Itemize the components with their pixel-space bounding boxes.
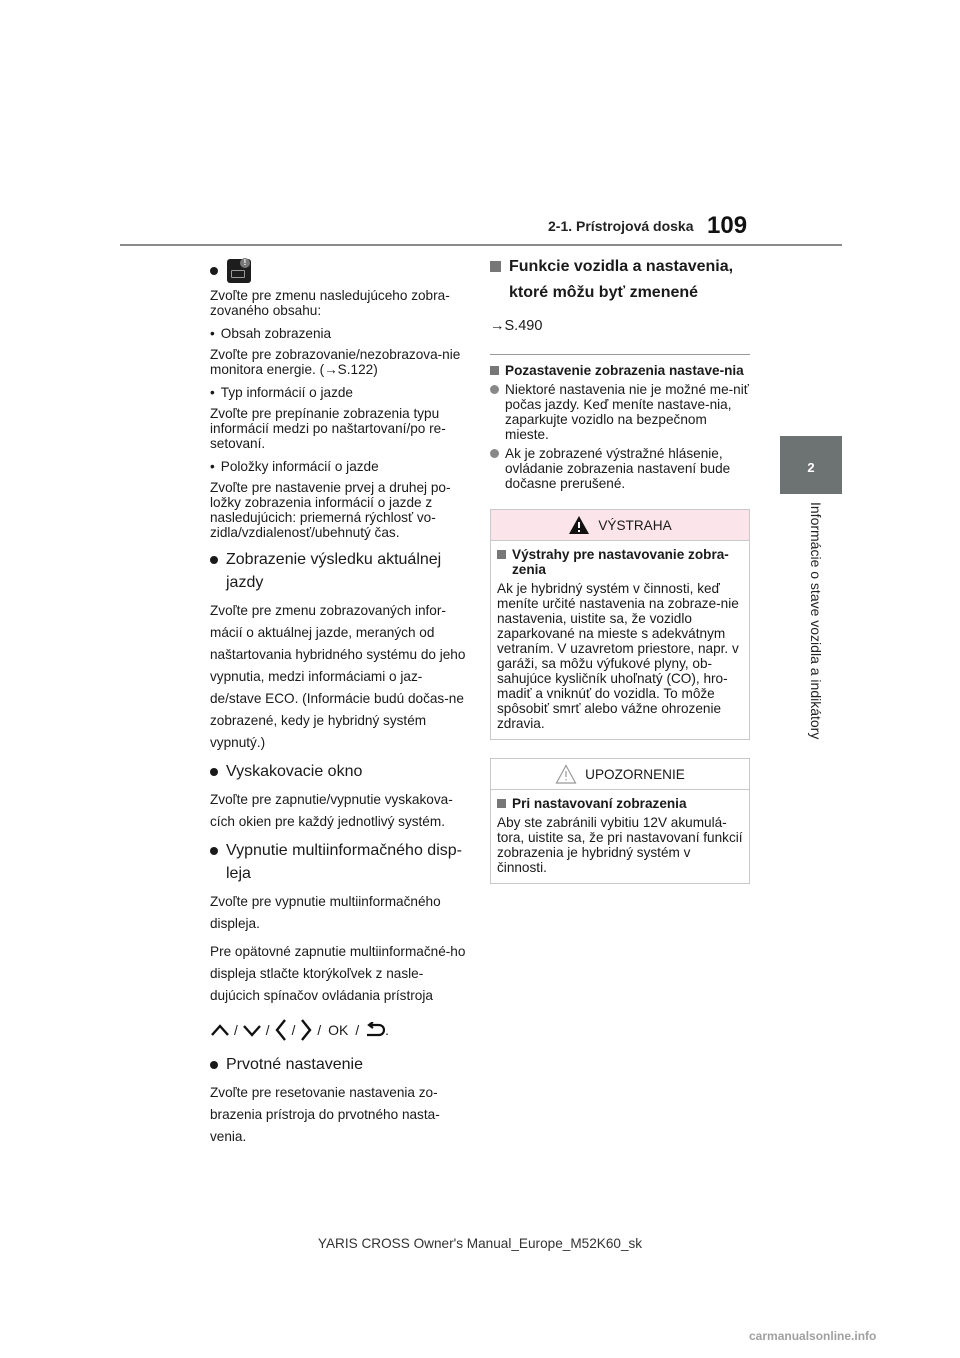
sub-item-text: Zvoľte pre nastavenie prvej a druhej po-ložky zobrazenia informácií o jazde z nasledujúcich: priemerná rýchlosť vo-zidla/vzdialenosť/ubehnutý čas. bbox=[210, 480, 451, 540]
chevron-left-icon bbox=[274, 1018, 288, 1042]
warning-triangle-icon bbox=[568, 515, 590, 535]
chevron-up-icon bbox=[210, 1023, 230, 1037]
sub-item: • Typ informácií o jazde bbox=[210, 385, 353, 400]
section-heading-text: Vypnutie multiinformačného disp-leja bbox=[226, 842, 462, 882]
sub-item: • Položky informácií o jazde bbox=[210, 459, 379, 474]
sub-item-text: Zvoľte pre zobrazovanie/nezobrazova-nie monitora energie. (→S.122) bbox=[210, 347, 461, 377]
bullet-icon bbox=[210, 768, 218, 776]
footer: YARIS CROSS Owner's Manual_Europe_M52K60_sk bbox=[317, 1236, 643, 1251]
intro-text: Zvoľte pre zmenu nasledujúceho zobra-zovaného obsahu: bbox=[210, 288, 450, 318]
square-bullet-icon bbox=[490, 366, 499, 375]
warning-body bbox=[491, 541, 749, 739]
circle-bullet-icon bbox=[490, 385, 499, 394]
divider bbox=[490, 354, 750, 355]
bullet-icon bbox=[210, 556, 218, 564]
notice-box bbox=[490, 758, 750, 884]
section-heading-text: Funkcie vozidla a nastavenia, ktoré môžu byť zmenené bbox=[509, 258, 734, 301]
section-heading bbox=[210, 548, 466, 594]
list-item bbox=[490, 382, 750, 442]
left-column bbox=[210, 254, 466, 1154]
side-tab bbox=[780, 436, 842, 494]
notice-body bbox=[491, 790, 749, 883]
square-bullet-icon bbox=[497, 550, 506, 559]
bullet-icon bbox=[210, 267, 218, 275]
section-text: Zvoľte pre zapnutie/vypnutie vyskakova-cích okien pre každý jednotlivý systém. bbox=[210, 792, 453, 829]
vehicle-settings-icon bbox=[227, 259, 251, 283]
section-heading bbox=[210, 760, 466, 783]
bullet-icon bbox=[210, 847, 218, 855]
header-rule bbox=[120, 244, 842, 246]
watermark: carmanualsonline.info bbox=[749, 1329, 877, 1343]
control-buttons: / / / / OK / . bbox=[210, 1015, 466, 1045]
ok-button-label: OK bbox=[328, 1022, 349, 1038]
warning-header bbox=[491, 510, 749, 541]
section-heading bbox=[210, 1053, 466, 1076]
section-heading-text: Prvotné nastavenie bbox=[226, 1056, 363, 1073]
caution-triangle-icon bbox=[555, 764, 577, 784]
notice-text: Aby ste zabránili vybitiu 12V akumulá-tora, uistite sa, že pri nastavovaní funkcií zobrazenia je hybridný systém v činnosti. bbox=[497, 815, 743, 875]
bullet-icon bbox=[210, 1061, 218, 1069]
sub-item-text: Zvoľte pre prepínanie zobrazenia typu informácií medzi po naštartovaní/po re-setovaní. bbox=[210, 406, 446, 451]
chevron-right-icon bbox=[299, 1018, 313, 1042]
sub-heading bbox=[490, 363, 750, 378]
notice-heading-text: Pri nastavovaní zobrazenia bbox=[512, 796, 687, 811]
sub-item-label: Typ informácií o jazde bbox=[220, 385, 353, 400]
circle-bullet-icon bbox=[490, 449, 499, 458]
notice-header bbox=[491, 759, 749, 790]
section-text: Zvoľte pre resetovanie nastavenia zo-brazenia prístroja do prvotného nasta-venia. bbox=[210, 1085, 440, 1144]
sub-item: • Obsah zobrazenia bbox=[210, 326, 332, 341]
warning-box bbox=[490, 509, 750, 740]
section-text: Zvoľte pre vypnutie multiinformačného displeja. bbox=[210, 894, 441, 931]
square-bullet-icon bbox=[497, 799, 506, 808]
page-number: 109 bbox=[707, 212, 748, 239]
chevron-down-icon bbox=[242, 1023, 262, 1037]
warning-text: Ak je hybridný systém v činnosti, keď meníte určité nastavenia na zobraze-nie nastavenia, uistite sa, že vozidlo zaparkované na mieste s adekvátnym vetraním. V uzavretom priestore, napr. v garáži, sa môžu výfukové plyny, ob-sahujúce kysličník uhoľnatý (CO), hro-madiť a vniknúť do vozidla. To môže spôsobiť smrť alebo vážne ohrozenie zdravia. bbox=[497, 581, 739, 731]
chapter-title: 2-1. Prístrojová doska bbox=[548, 218, 694, 234]
side-tab-number: 2 bbox=[807, 460, 815, 475]
right-column bbox=[490, 254, 750, 884]
sub-heading-text: Pozastavenie zobrazenia nastave-nia bbox=[505, 363, 744, 378]
back-arrow-icon bbox=[363, 1022, 385, 1038]
side-tab-label: Informácie o stave vozidla a indikátory bbox=[808, 502, 824, 740]
list-item-text: Ak je zobrazené výstražné hlásenie, ovládanie zobrazenia nastavení bude dočasne prerušené. bbox=[505, 446, 731, 491]
list-item bbox=[490, 446, 750, 491]
notice-heading bbox=[497, 796, 743, 811]
list-item-text: Niektoré nastavenia nie je možné me-niť počas jazdy. Keď meníte nastave-nia, zaparkujte vozidlo na bezpečnom mieste. bbox=[505, 382, 749, 442]
page-reference: →S.490 bbox=[490, 318, 543, 334]
section-heading bbox=[490, 254, 750, 306]
square-bullet-icon bbox=[490, 261, 501, 272]
section-heading-text: Vyskakovacie okno bbox=[226, 763, 363, 780]
warning-heading-text: Výstrahy pre nastavovanie zobra-zenia bbox=[512, 547, 729, 577]
warning-title: VÝSTRAHA bbox=[598, 517, 672, 533]
warning-heading bbox=[497, 547, 743, 577]
section-text: Zvoľte pre zmenu zobrazovaných infor-mácií o aktuálnej jazde, meraných od naštartovania hybridného systému do jeho vypnutia, medzi informáciami o jaz-de/stave ECO. (Informácie budú dočas-ne zobrazené, kedy je hybridný systém vypnutý.) bbox=[210, 603, 466, 750]
setting-item bbox=[210, 254, 466, 288]
notice-title: UPOZORNENIE bbox=[585, 766, 685, 782]
section-text: Pre opätovné zapnutie multiinformačné-ho displeja stlačte ktorýkoľvek z nasle-dujúcich spínačov ovládania prístroja bbox=[210, 944, 466, 1003]
sub-item-label: Obsah zobrazenia bbox=[220, 326, 332, 341]
section-heading bbox=[210, 839, 466, 885]
sub-item-label: Položky informácií o jazde bbox=[220, 459, 379, 474]
section-heading-text: Zobrazenie výsledku aktuálnej jazdy bbox=[226, 551, 442, 591]
